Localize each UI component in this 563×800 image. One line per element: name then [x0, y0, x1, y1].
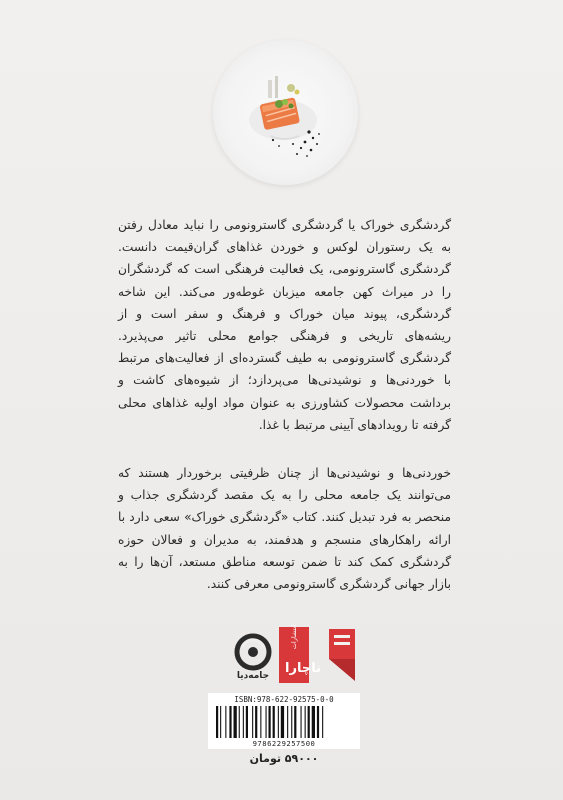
food-plate-image: [213, 40, 358, 185]
publisher-logo: [279, 625, 355, 685]
partner-circle-icon: [234, 633, 272, 673]
barcode-bars: [214, 706, 354, 738]
ean-number: 9786229257500: [252, 739, 316, 748]
partner-logo: [234, 633, 272, 689]
description-paragraph-2: خوردنی‌ها و نوشیدنی‌ها از چنان ظرفیتی برخوردار هستند که می‌توانند یک جامعه محلی را به یک مقصد گردشگری جذاب و منحصر به فرد تبدیل کنند. کتاب «گردشگری خوراک» سعی دارد با ارائه راهکارهای منسجم و هدفمند، به مدیران و فعالان حوزه گردشگری کمک کند تا ضمن توسعه مناطق مستعد، آن‌ها را به بازار جهانی گردشگری گاسترونومی معرفی کنند.: [118, 466, 451, 592]
partner-name: جامه‌دیا: [236, 671, 270, 681]
salmon-dish-illustration: [213, 40, 358, 185]
publisher-logos: [234, 625, 354, 690]
price-label: ۵۹۰۰۰ تومان: [249, 752, 319, 765]
publisher-top-label: انتشارات: [290, 624, 298, 650]
description-paragraph-1: گردشگری خوراک یا گردشگری گاسترونومی را نباید معادل رفتن به یک رستوران لوکس و خوردن غذاهای گران‌قیمت دانست. گردشگری گاسترونومی، یک فعالیت فرهنگی است که گردشگران را در میراث کهن جامعه میزبان غوطه‌ور می‌کند. این شاخه گردشگری، پیوند میان خوراک و فرهنگ و سفر است و از ریشه‌های تاریخی و فرهنگی جوامع محلی تاثیر می‌پذیرد. گردشگری گاسترونومی به طیف گسترده‌ای از فعالیت‌های مرتبط با خوردنی‌ها و نوشیدنی‌ها می‌پردازد؛ از شیوه‌های کاشت و برداشت محصولات کشاورزی به عنوان مواد اولیه غذاهای محلی گرفته تا رویدادهای آیینی مرتبط با غذا.: [118, 218, 451, 432]
barcode: [208, 693, 360, 749]
isbn-text: ISBN:978-622-92575-0-0: [234, 695, 334, 704]
publisher-name: ناچارا: [285, 661, 321, 676]
